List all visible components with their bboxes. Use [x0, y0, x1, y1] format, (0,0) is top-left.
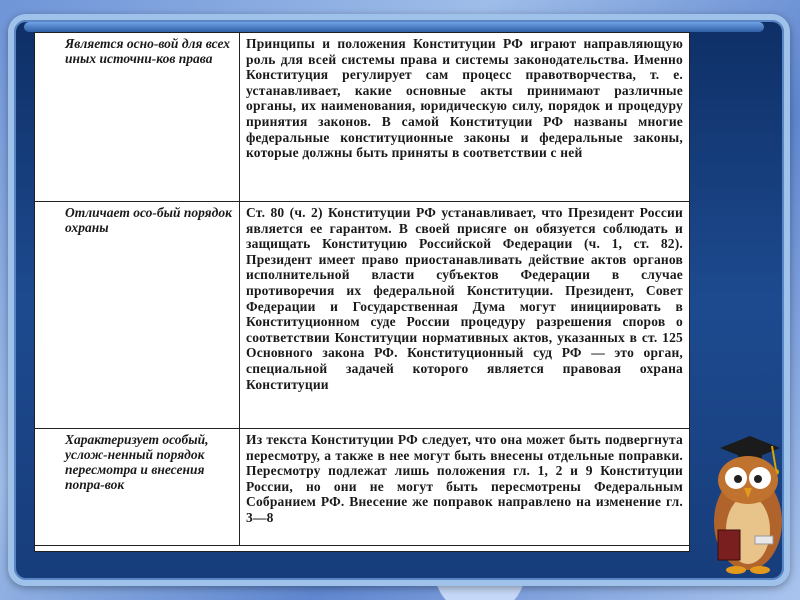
frame-top-bar	[24, 22, 764, 32]
row-description: Принципы и положения Конституции РФ играют направляющую роль для всей системы права и системы законодательства. Именно Конституция регулирует сам процесс правотворчества, т. е. устанавливает, какие основные акты принимают различные органы, их наименования, юридическую силу, порядок и процедуру принятия законов. В самой Конституции РФ названы многие федеральные конституционные законы и федеральные законы, которые должны быть приняты в соответствии с ней	[240, 33, 690, 202]
owl-professor-icon	[700, 430, 790, 580]
table-row	[35, 202, 689, 429]
table-row	[35, 33, 689, 202]
document-page	[34, 32, 690, 552]
table-row	[35, 429, 689, 546]
row-term: Характеризует особый, услож-ненный порядок пересмотра и внесения попра-вок	[35, 429, 240, 546]
row-description: Из текста Конституции РФ следует, что она может быть подвергнута пересмотру, а также в нее могут быть внесены отдельные поправки. Пересмотру подлежат лишь положения гл. 1, 2 и 9 Конституции России, но они не могут быть пересмотрены Федеральным Собранием РФ. Внесение же поправок направлено на изменение гл. 3—8	[240, 429, 690, 546]
row-term: Отличает осо-бый порядок охраны	[35, 202, 240, 429]
constitution-table	[35, 33, 689, 546]
row-description: Ст. 80 (ч. 2) Конституции РФ устанавливает, что Президент России является ее гарантом. В своей присяге он обязуется соблюдать и защищать Конституцию Российской Федерации (ч. 1, ст. 82). Президент имеет право приостанавливать действие актов органов исполнительной власти субъектов Федерации в случае противоречия их федеральной Конституции. Президент, Совет Федерации и Государственная Дума могут инициировать в Конституционном суде России процедуру разрешения споров о соответствии Конституции нормативных актов, указанных в ст. 125 Основного закона РФ. Конституционный суд РФ — это орган, специальной задачей которого является правовая охрана Конституции	[240, 202, 690, 429]
row-term: Является осно-вой для всех иных источни-ков права	[35, 33, 240, 202]
